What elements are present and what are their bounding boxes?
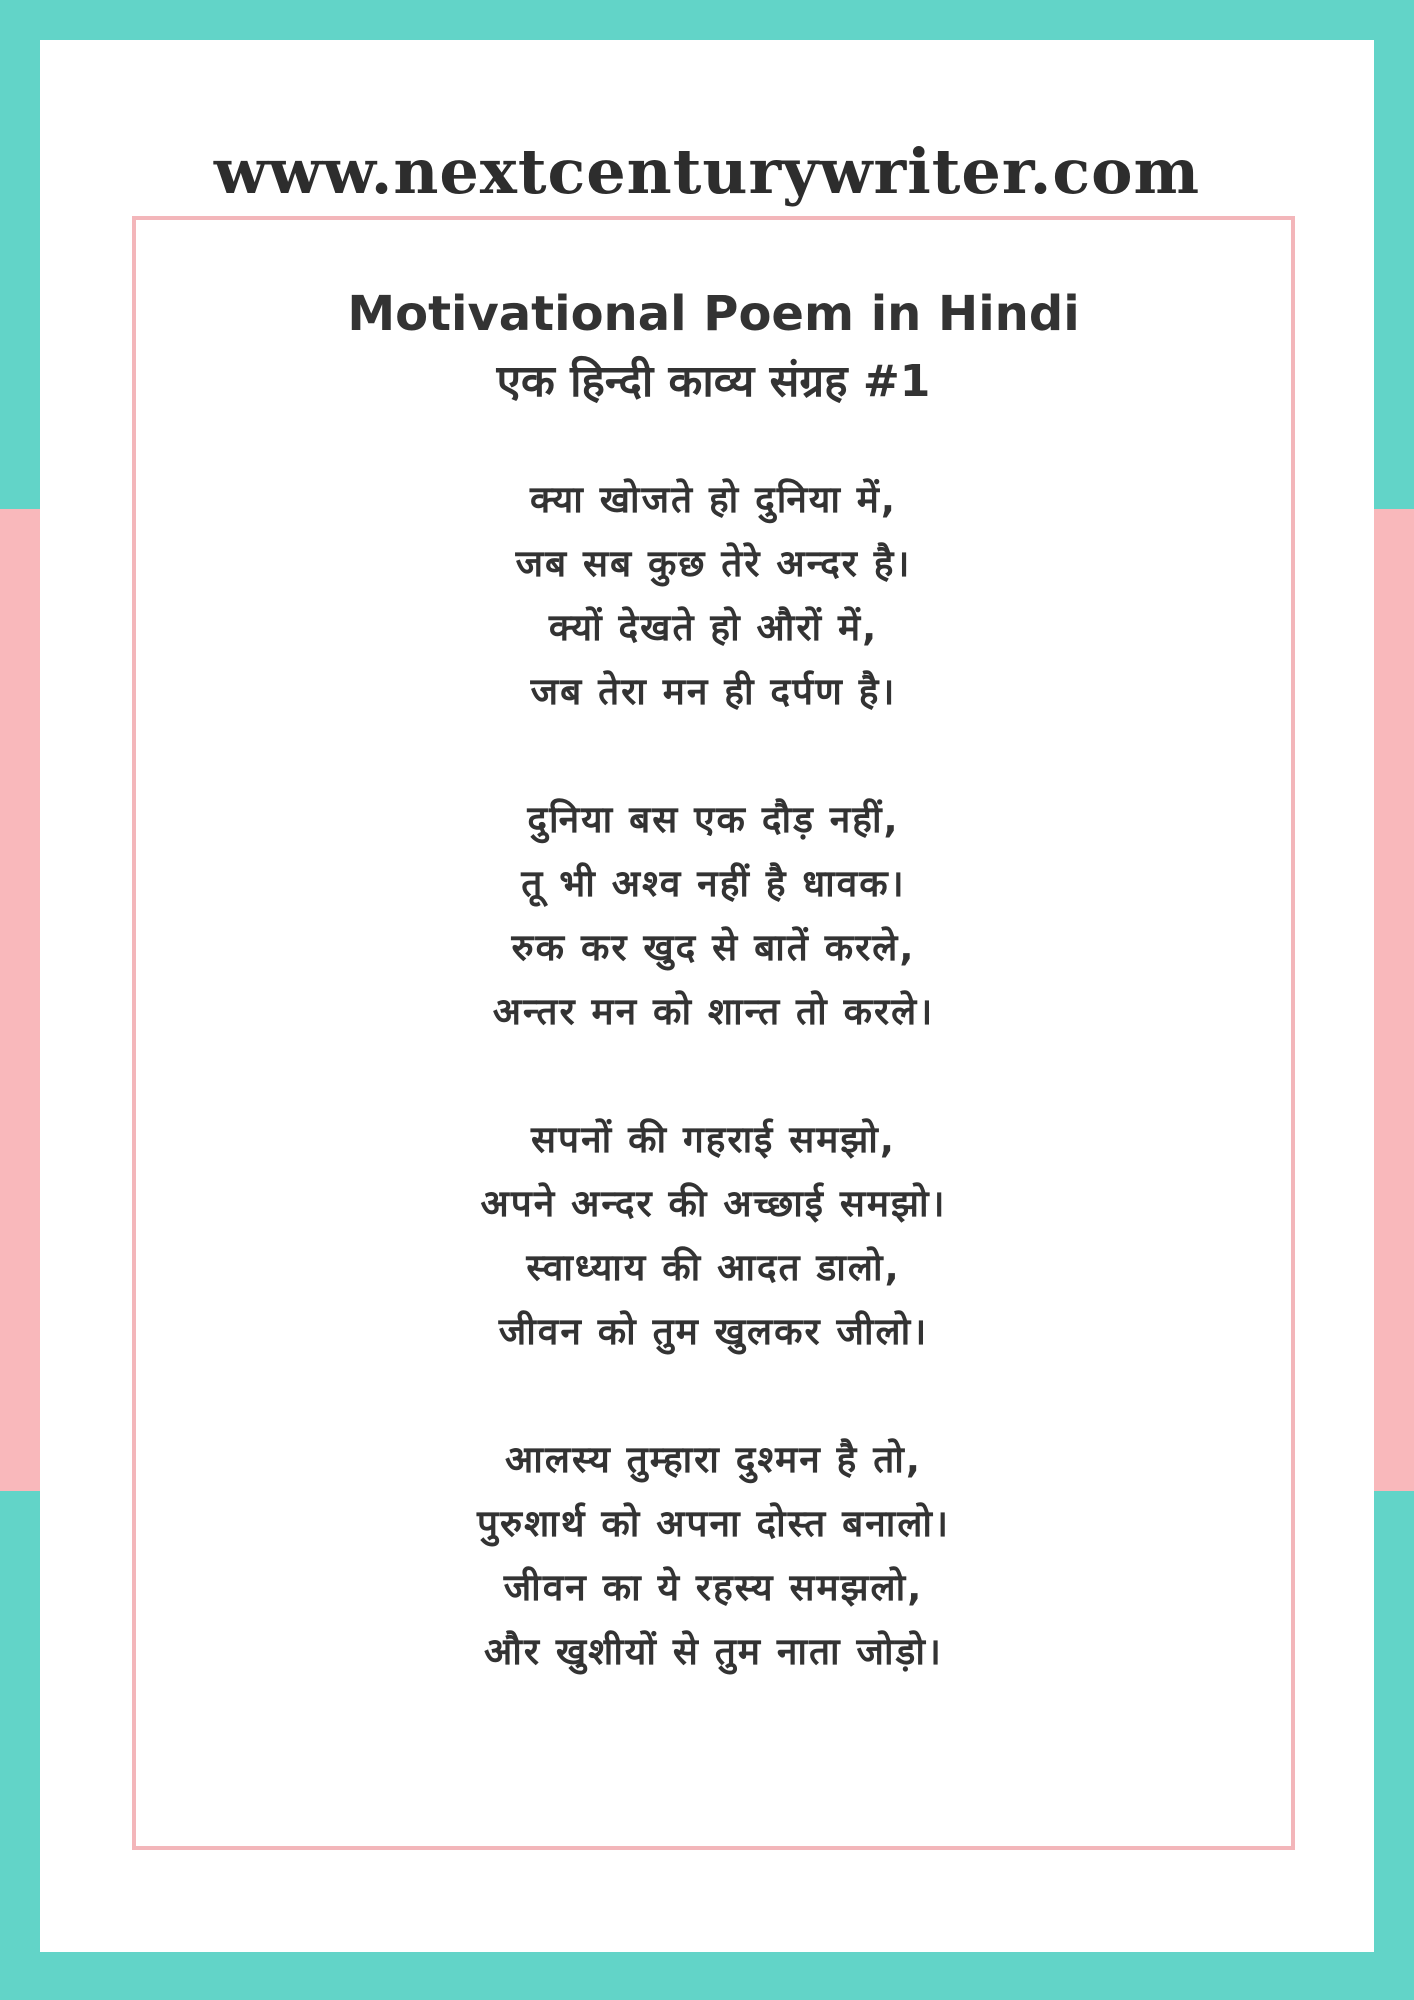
poem-stanza-2	[136, 788, 1291, 1044]
poem-line: जब तेरा मन ही दर्पण है।	[530, 670, 897, 713]
poem-line: तू भी अश्व नहीं है धावक।	[521, 862, 906, 905]
page-subtitle-hindi: एक हिन्दी काव्य संग्रह #1	[496, 356, 931, 407]
poem-line: क्यों देखते हो औरों में,	[548, 606, 879, 649]
poem-line: और खुशीयों से तुम नाता जोड़ो।	[484, 1630, 943, 1673]
poem-frame	[132, 216, 1295, 1850]
poem-body	[136, 468, 1291, 1748]
poem-line: आलस्य तुम्हारा दुश्मन है तो,	[505, 1438, 922, 1481]
poem-stanza-4	[136, 1428, 1291, 1684]
poem-line: क्या खोजते हो दुनिया में,	[530, 478, 897, 521]
poem-stanza-1	[136, 468, 1291, 724]
page-title: Motivational Poem in Hindi	[347, 286, 1080, 342]
site-url-heading: www.nextcenturywriter.com	[213, 135, 1201, 208]
poem-line: सपनों की गहराई समझो,	[531, 1118, 896, 1161]
poem-line: अन्तर मन को शान्त तो करले।	[492, 990, 935, 1033]
poem-line: स्वाध्याय की आदत डालो,	[526, 1246, 901, 1289]
poem-line: जब सब कुछ तेरे अन्दर है।	[515, 542, 912, 585]
poem-line: दुनिया बस एक दौड़ नहीं,	[527, 798, 900, 841]
poem-line: रुक कर खुद से बातें करले,	[511, 926, 916, 969]
title-block	[136, 282, 1291, 418]
poem-line: अपने अन्दर की अच्छाई समझो।	[480, 1182, 947, 1225]
poem-line: पुरुशार्थ को अपना दोस्त बनालो।	[476, 1502, 951, 1545]
poster-sheet	[40, 40, 1374, 1952]
poem-stanza-3	[136, 1108, 1291, 1364]
poem-line: जीवन का ये रहस्य समझलो,	[503, 1566, 924, 1609]
poem-line: जीवन को तुम खुलकर जीलो।	[498, 1310, 929, 1353]
